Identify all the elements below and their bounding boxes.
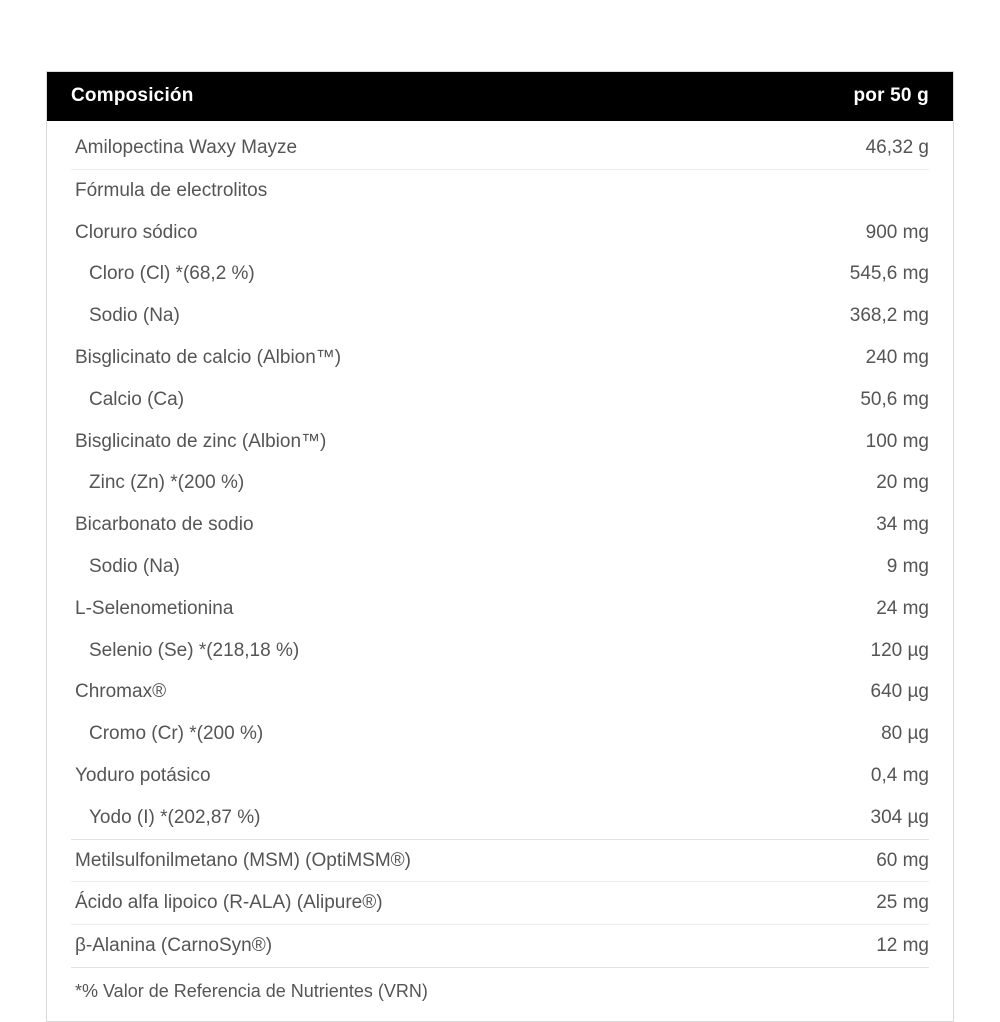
row-value: 900 mg — [865, 221, 929, 243]
row-value: 60 mg — [876, 849, 929, 871]
row-label: Calcio (Ca) — [89, 388, 185, 410]
table-row — [71, 170, 929, 212]
row-label: Ácido alfa lipoico (R-ALA) (Alipure®) — [75, 892, 383, 914]
row-label: β-Alanina (CarnoSyn®) — [75, 935, 273, 957]
row-label: Cromo (Cr) *(200 %) — [89, 723, 264, 745]
table-row — [71, 546, 929, 588]
row-value: 24 mg — [876, 597, 929, 619]
row-value: 12 mg — [876, 935, 929, 957]
table-row — [71, 630, 929, 672]
table-row — [71, 797, 929, 840]
row-value: 34 mg — [876, 514, 929, 536]
row-label: Bisglicinato de zinc (Albion™) — [75, 430, 327, 452]
table-row — [71, 253, 929, 295]
table-row — [71, 379, 929, 421]
row-label: Metilsulfonilmetano (MSM) (OptiMSM®) — [75, 849, 411, 871]
row-value: 368,2 mg — [849, 305, 929, 327]
row-value: 50,6 mg — [860, 388, 929, 410]
row-value: 20 mg — [876, 472, 929, 494]
row-value: 120 µg — [870, 639, 929, 661]
row-label: Chromax® — [75, 681, 167, 703]
row-label: Sodio (Na) — [89, 555, 180, 577]
row-value: 9 mg — [886, 555, 929, 577]
table-row — [71, 212, 929, 254]
table-footnote — [71, 968, 929, 1011]
table-row — [71, 295, 929, 337]
row-value: 80 µg — [881, 723, 929, 745]
row-value: 46,32 g — [865, 137, 929, 158]
table-header-amount: por 50 g — [853, 85, 929, 106]
row-label: Yoduro potásico — [75, 764, 211, 786]
table-header-row — [47, 72, 953, 121]
row-value: 240 mg — [865, 346, 929, 368]
table-row — [71, 713, 929, 755]
row-label: Zinc (Zn) *(200 %) — [89, 472, 245, 494]
table-row — [71, 671, 929, 713]
row-label: Bicarbonato de sodio — [75, 514, 254, 536]
table-row — [71, 588, 929, 630]
row-value: 100 mg — [865, 430, 929, 452]
composition-table — [46, 71, 954, 1022]
table-row — [71, 421, 929, 463]
table-row — [71, 127, 929, 170]
row-label: Cloro (Cl) *(68,2 %) — [89, 263, 255, 285]
row-value: 545,6 mg — [849, 263, 929, 285]
table-row — [71, 882, 929, 925]
row-label: Sodio (Na) — [89, 305, 180, 327]
table-row — [71, 840, 929, 883]
row-label: Yodo (I) *(202,87 %) — [89, 806, 261, 828]
table-body — [47, 121, 953, 1021]
table-row — [71, 462, 929, 504]
table-row — [71, 755, 929, 797]
row-label: Selenio (Se) *(218,18 %) — [89, 639, 300, 661]
row-value: 0,4 mg — [870, 764, 929, 786]
table-header-title: Composición — [71, 85, 194, 106]
table-row — [71, 504, 929, 546]
row-label: Amilopectina Waxy Mayze — [75, 137, 298, 158]
row-label: Cloruro sódico — [75, 221, 198, 243]
table-row — [71, 337, 929, 379]
table-row — [71, 925, 929, 968]
row-value: 640 µg — [870, 681, 929, 703]
row-label: Bisglicinato de calcio (Albion™) — [75, 346, 342, 368]
footnote-text: *% Valor de Referencia de Nutrientes (VRN) — [75, 980, 428, 1001]
row-label: L-Selenometionina — [75, 597, 234, 619]
row-value: 304 µg — [870, 806, 929, 828]
row-value: 25 mg — [876, 892, 929, 914]
row-label: Fórmula de electrolitos — [75, 179, 268, 201]
